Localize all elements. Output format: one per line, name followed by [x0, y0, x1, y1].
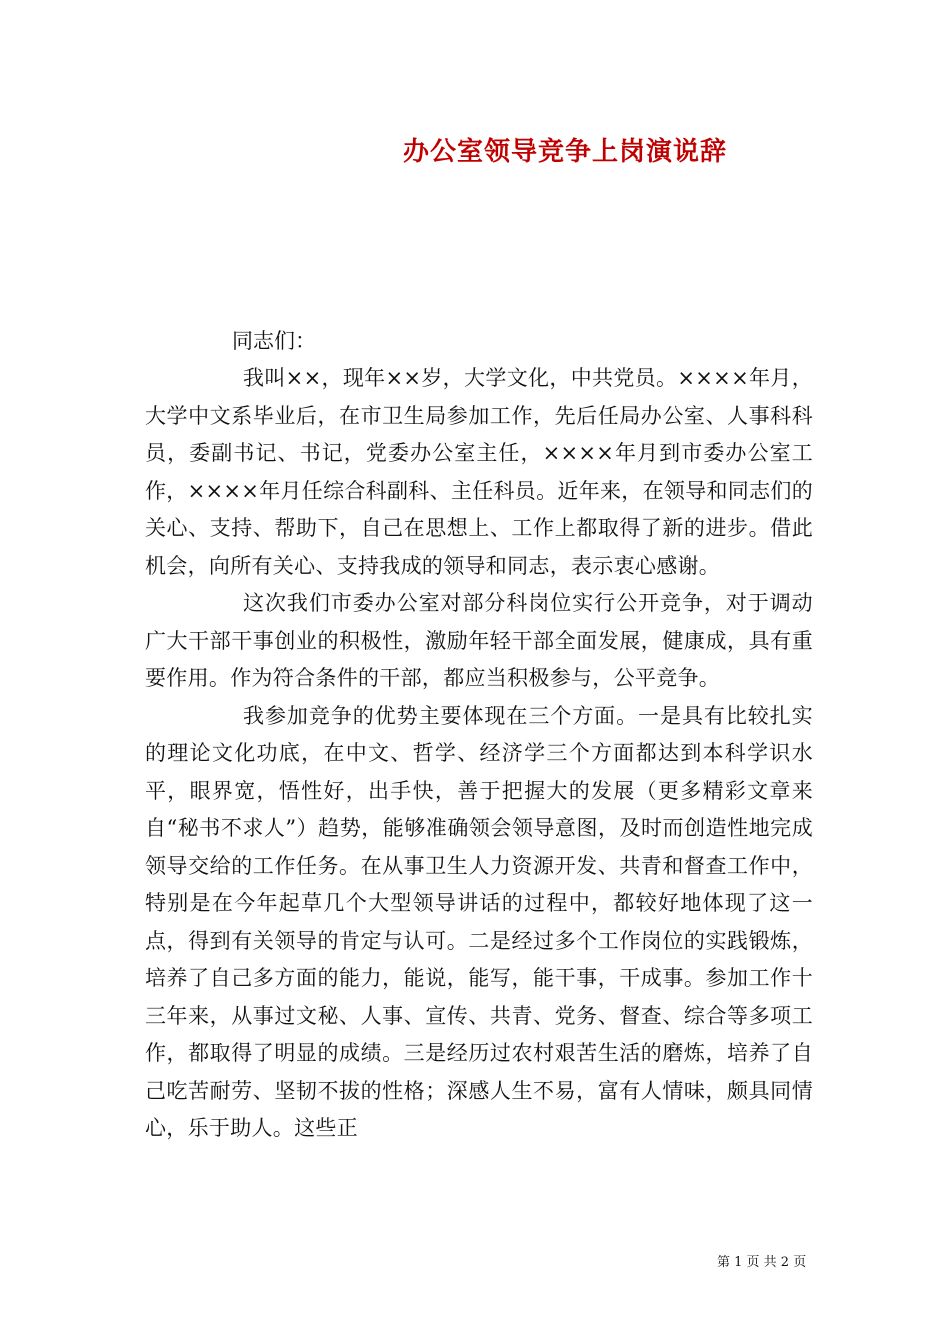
salutation: 同志们：	[232, 329, 316, 353]
paragraph-advantages: 我参加竞争的优势主要体现在三个方面。一是具有比较扎实的理论文化功底，在中文、哲学、经济学三个方面都达到本科学识水平，眼界宽，悟性好，出手快，善于把握大的发展（更多精彩文章来自“秘书不求人”）趋势，能够准确领会领导意图，及时而创造性地完成领导交给的工作任务。在从事卫生人力资源开发、共青和督查工作中，特别是在今年起草几个大型领导讲话的过程中，都较好地体现了这一点，得到有关领导的肯定与认可。二是经过多个工作岗位的实践锻炼，培养了自己多方面的能力，能说，能写，能干事，干成事。参加工作十三年来，从事过文秘、人事、宣传、共青、党务、督查、综合等多项工作，都取得了明显的成绩。三是经历过农村艰苦生活的磨炼，培养了自己吃苦耐劳、坚韧不拔的性格；深感人生不易，富有人情味，颇具同情心，乐于助人。这些正	[145, 703, 813, 1140]
page-number-footer: 第 1 页 共 2 页	[717, 1255, 807, 1270]
page-title: 办公室领导竞争上岗演说辞	[402, 137, 727, 167]
document-body	[145, 360, 813, 1148]
paragraph-introduction: 我叫××，现年××岁，大学文化，中共党员。××××年月，大学中文系毕业后，在市卫生局参加工作，先后任局办公室、人事科科员，委副书记、书记，党委办公室主任，××××年月到市委办公室工作，××××年月任综合科副科、主任科员。近年来，在领导和同志们的关心、支持、帮助下，自己在思想上、工作上都取得了新的进步。借此机会，向所有关心、支持我成的领导和同志，表示衷心感谢。	[145, 366, 813, 578]
paragraph-competition-significance: 这次我们市委办公室对部分科岗位实行公开竞争，对于调动广大干部干事创业的积极性，激励年轻干部全面发展，健康成，具有重要作用。作为符合条件的干部，都应当积极参与，公平竞争。	[145, 591, 813, 690]
